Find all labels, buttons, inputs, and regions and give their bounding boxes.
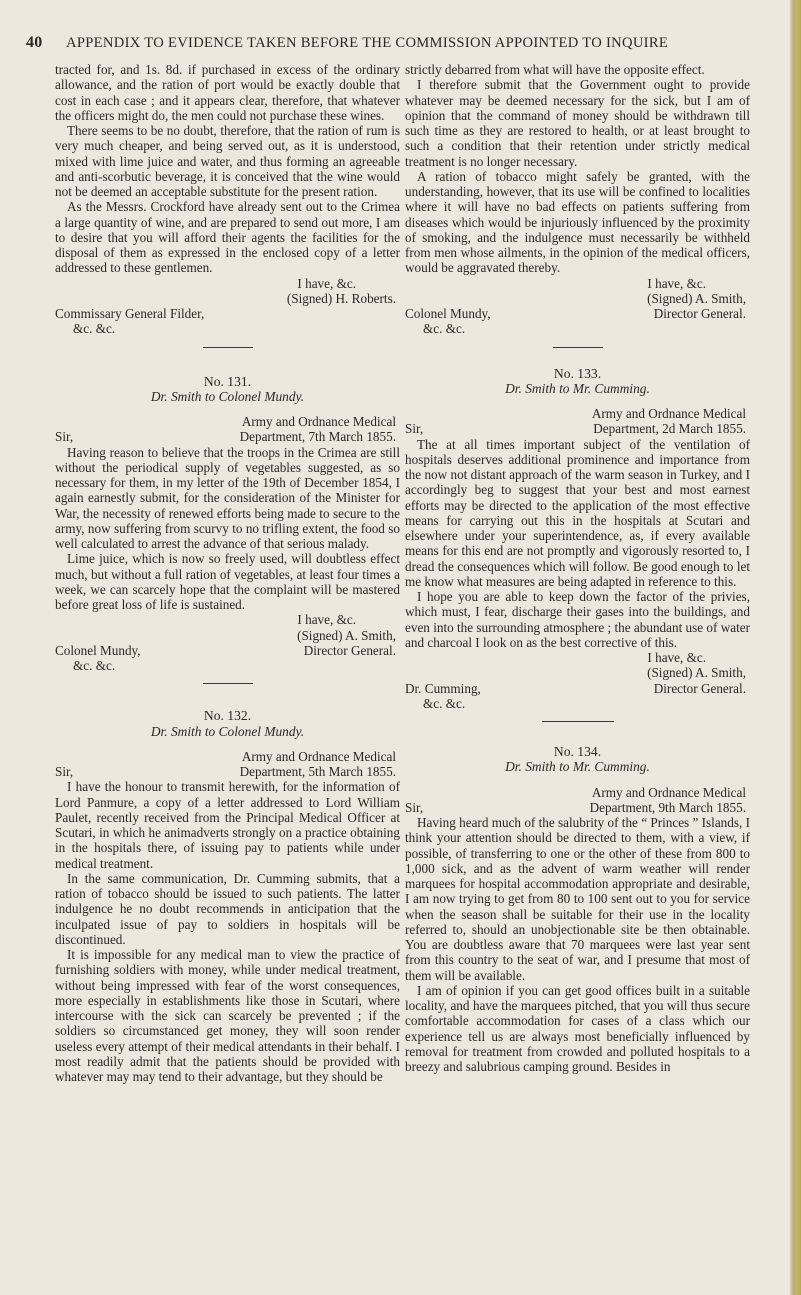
section-divider [203,347,253,348]
letter-number: No. 133. [553,365,602,381]
section-divider [203,683,253,684]
letter-date: Department, 7th March 1855. [239,429,396,445]
letter-salutation: Sir, [55,764,74,779]
paragraph: Lime juice, which is now so freely used, will doubtless effect much, but without a full ration of vegetables, at least four times a week, we can scarcely hope that the complaint will be mastered before great loss of life is sustained. [55,551,400,612]
section-divider [553,347,603,348]
letter-addressee: Colonel Mundy, [55,642,141,658]
section-divider [542,721,614,722]
letter-title: Dr. Smith to Mr. Cumming. [505,759,650,775]
letter-close: I have, &c. [647,275,706,291]
letter-number: No. 131. [203,373,252,389]
letter-close: I have, &c. [297,612,356,628]
letter-role: Director General. [653,680,746,696]
letter-department: Army and Ordnance Medical [241,748,396,764]
letter-dateline [405,800,750,815]
letter-role: Director General. [303,642,396,658]
letter-date: Department, 9th March 1855. [589,799,746,815]
letter-title: Dr. Smith to Colonel Mundy. [150,388,305,404]
letter-etc: &c. &c. [423,695,466,711]
letter-salutation: Sir, [405,799,424,815]
letter-date: Department, 2d March 1855. [593,421,746,437]
paragraph: I hope you are able to keep down the factor of the privies, which must, I fear, discharge their gases into the buildings, and even into the surrounding atmosphere ; the abundant use of water and charcoal I look on as the best corrective of this. [405,589,750,650]
left-column [55,62,400,1084]
letter-etc: &c. &c. [423,321,466,337]
paragraph: I have the honour to transmit herewith, for the information of Lord Panmure, a copy of a letter addressed to Lord William Paulet, recently received from the Principal Medical Officer at Scutari, in which he animadverts strongly on a practice obtaining in the hospitals there, of issuing pay to patients while under medical treatment. [55,779,400,871]
letter-dateline [55,764,400,779]
page-number: 40 [26,34,43,51]
letter-etc: &c. &c. [73,321,116,337]
letter-addressee: Dr. Cumming, [405,680,481,696]
letter-signature: (Signed) A. Smith, [647,290,746,306]
letter-salutation: Sir, [55,429,74,445]
page-header [26,34,796,52]
paragraph: Having heard much of the salubrity of the “ Princes ” Islands, I think your attention should be directed to them, with a view, if possible, of transferring to one or the other of these from 800 to 1,000 sick, and as the advent of warm weather will render marquees for hospital accommodation appropriate and desirable, I am now trying to get from 80 to 100 sent out to you for service when the season shall be suitable for their use in the locality referred to, should an unobjectionable site be then obtainable. You are doubtless aware that 70 marquees were last year sent from this country to the seat of war, and I presume that most of them will be available. [405,815,750,983]
paragraph: strictly debarred from what will have the opposite effect. [405,62,705,77]
letter-address-line [405,681,750,696]
paragraph: It is impossible for any medical man to view the practice of furnishing soldiers with money, while under medical treatment, without being impressed with fear of the worst consequences, more especially in establishments like those in Scutari, where intercourse with the sick can scarcely be prevented ; if the soldiers so circumstanced get money, they will soon render useless every attempt of their medical attendants in their behalf. I most readily admit that the patients should be provided with whatever may may tend to their advantage, but they should be [55,947,400,1084]
letter-department: Army and Ordnance Medical [591,784,746,800]
letter-department: Army and Ordnance Medical [241,414,396,429]
letter-address-line [405,306,750,321]
letter-etc: &c. &c. [73,658,116,673]
page-edge-strip [790,0,801,1295]
letter-addressee: Commissary General Filder, [55,306,205,321]
paragraph: I therefore submit that the Government ought to provide whatever may be deemed necessary for the sick, but I am of opinion that the command of money should be withdrawn till such time as they are restored to health, or at least brought to such a condition that their retention under strictly medical treatment is no longer necessary. [405,77,750,169]
letter-close: I have, &c. [297,275,356,291]
paragraph: Having reason to believe that the troops in the Crimea are still without the periodical supply of vegetables suggested, as so necessary for them, in my letter of the 19th of December 1854, I again earnestly submit, for the consideration of the Minister for War, the necessity of renewed efforts being made to secure to the army, now suffering from scurvy to no trifling extent, the food so well calculated to arrest the advance of that serious malady. [55,444,400,551]
paragraph: There seems to be no doubt, therefore, that the ration of rum is very much cheaper, and being served out, as it is understood, mixed with lime juice and water, and thus forming an agreeable and anti-scorbutic beverage, it is conceived that the wine would not be deemed an acceptable substitute for the present ration. [55,123,400,199]
letter-number: No. 134. [553,744,602,759]
letter-title: Dr. Smith to Colonel Mundy. [150,723,305,739]
paragraph: A ration of tobacco might safely be granted, with the understanding, however, that its use will be confined to localities where it will have no bad effects on patients suffering from diseases which would be injuriously influenced by the proximity of smoking, and the indulgence must necessarily be withheld from men whose ailments, in the opinion of the medical officers, would be aggravated thereby. [405,168,750,276]
letter-signature: (Signed) A. Smith, [297,627,396,643]
letter-signature: (Signed) A. Smith, [647,665,746,681]
paragraph: I am of opinion if you can get good offices built in a suitable locality, and have the marquees pitched, that you will thus secure comfortable accommodation for cases of a class which our experience tell us are always most beneficially influenced by removal for treatment from crowded and polluted hospitals to a breezy and salubrious camping ground. Besides in [405,982,750,1074]
letter-addressee: Colonel Mundy, [405,306,491,321]
letter-role: Director General. [653,306,746,321]
paragraph: In the same communication, Dr. Cumming submits, that a ration of tobacco should be issued to such patients. The latter indulgence he no doubt recommends in anticipation that the inculpated issue of pay to soldiers in hospitals will be discontinued. [55,870,400,947]
letter-close: I have, &c. [647,650,706,665]
right-column [405,62,750,1074]
letter-dateline [55,429,400,444]
letter-number: No. 132. [203,708,252,724]
letter-department: Army and Ordnance Medical [591,406,746,421]
letter-title: Dr. Smith to Mr. Cumming. [505,380,650,396]
letter-signature: (Signed) H. Roberts. [286,290,396,306]
letter-salutation: Sir, [405,421,424,437]
paragraph: As the Messrs. Crockford have already sent out to the Crimea a large quantity of wine, and are prepared to send out more, I am to desire that you will afford their agents the facilities for the disposal of them as expressed in the enclosed copy of a letter addressed to these gentlemen. [55,199,400,276]
running-head: APPENDIX TO EVIDENCE TAKEN BEFORE THE COMMISSION APPOINTED TO INQUIRE [66,35,669,51]
letter-date: Department, 5th March 1855. [239,764,396,779]
letter-address-line [55,643,400,658]
paragraph: The at all times important subject of the ventilation of hospitals deserves additional prominence and importance from the now not distant approach of the warm season in Turkey, and I accordingly beg to suggest that your best and most earnest efforts may be directed to the application of the most effective means for carrying out this in the hospitals at Scutari and elsewhere under your superintendence, as, if every available means for this end are not promptly and vigorously resorted to, I dread the consequences which will follow. Be good enough to let me know what measures are being adapted in reference to this. [405,436,750,589]
paragraph: tracted for, and 1s. 8d. if purchased in excess of the ordinary allowance, and the ration of port would be exactly double that cost in each case ; and it appears clear, therefore, that whatever the officers might do, the men could not purchase these wines. [55,62,400,123]
letter-dateline [405,421,750,436]
